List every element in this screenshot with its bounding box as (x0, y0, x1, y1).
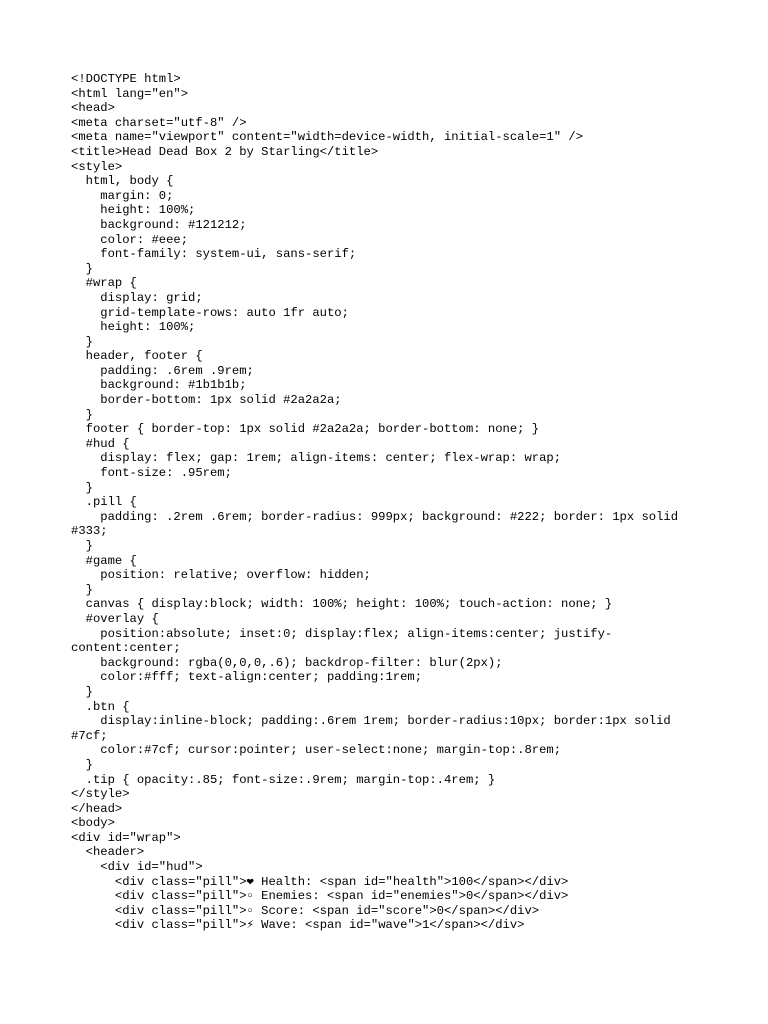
code-line: } (71, 757, 93, 772)
code-line: } (71, 334, 93, 349)
code-line: } (71, 407, 93, 422)
code-line: #wrap { (71, 276, 137, 291)
code-line: } (71, 684, 93, 699)
code-line: <html lang="en"> (71, 86, 189, 101)
code-line: <title>Head Dead Box 2 by Starling</title> (71, 144, 379, 159)
code-line: content:center; (71, 641, 181, 656)
code-line: <div class="pill">▫ Enemies: <span id="enemies">0</span></div> (71, 889, 569, 904)
code-line: color:#fff; text-align:center; padding:1rem; (71, 670, 423, 685)
code-line: } (71, 261, 93, 276)
code-line: <div class="pill">⚡ Wave: <span id="wave">1</span></div> (71, 918, 525, 933)
document-page (71, 72, 711, 933)
code-line: .pill { (71, 495, 137, 510)
code-line: position:absolute; inset:0; display:flex; align-items:center; justify- (71, 626, 613, 641)
code-line: <div id="wrap"> (71, 830, 181, 845)
code-line: border-bottom: 1px solid #2a2a2a; (71, 393, 342, 408)
code-line: </style> (71, 787, 130, 802)
code-line: <style> (71, 159, 123, 174)
code-line: display: flex; gap: 1rem; align-items: center; flex-wrap: wrap; (71, 451, 562, 466)
code-line: header, footer { (71, 349, 203, 364)
code-line: #game { (71, 553, 137, 568)
code-line: <meta charset="utf-8" /> (71, 115, 247, 130)
code-line: position: relative; overflow: hidden; (71, 568, 371, 583)
code-line: display:inline-block; padding:.6rem 1rem; border-radius:10px; border:1px solid (71, 714, 671, 729)
code-line: .tip { opacity:.85; font-size:.9rem; margin-top:.4rem; } (71, 772, 496, 787)
code-line: color:#7cf; cursor:pointer; user-select:none; margin-top:.8rem; (71, 743, 562, 758)
code-line: background: #1b1b1b; (71, 378, 247, 393)
code-line: #hud { (71, 436, 130, 451)
code-line: } (71, 480, 93, 495)
code-line: #333; (71, 524, 108, 539)
code-line: display: grid; (71, 290, 203, 305)
code-line: background: rgba(0,0,0,.6); backdrop-filter: blur(2px); (71, 655, 503, 670)
code-line: color: #eee; (71, 232, 189, 247)
code-line: <div id="hud"> (71, 860, 203, 875)
code-line: html, body { (71, 174, 174, 189)
code-line: <body> (71, 816, 115, 831)
code-line: footer { border-top: 1px solid #2a2a2a; border-bottom: none; } (71, 422, 540, 437)
code-line: #7cf; (71, 728, 108, 743)
code-line: .btn { (71, 699, 130, 714)
code-line: font-size: .95rem; (71, 466, 232, 481)
code-line: <div class="pill">❤ Health: <span id="health">100</span></div> (71, 874, 569, 889)
code-line: height: 100%; (71, 320, 196, 335)
code-line: padding: .2rem .6rem; border-radius: 999px; background: #222; border: 1px solid (71, 509, 679, 524)
code-line: font-family: system-ui, sans-serif; (71, 247, 357, 262)
code-line: } (71, 582, 93, 597)
code-line: <meta name="viewport" content="width=device-width, initial-scale=1" /> (71, 130, 583, 145)
code-line: canvas { display:block; width: 100%; height: 100%; touch-action: none; } (71, 597, 613, 612)
code-line: grid-template-rows: auto 1fr auto; (71, 305, 349, 320)
code-line: #overlay { (71, 611, 159, 626)
code-line: <header> (71, 845, 145, 860)
code-line: background: #121212; (71, 217, 247, 232)
code-line: height: 100%; (71, 203, 196, 218)
code-line: <div class="pill">▫ Score: <span id="score">0</span></div> (71, 903, 540, 918)
code-line: margin: 0; (71, 188, 174, 203)
code-line: <head> (71, 101, 115, 116)
code-line: padding: .6rem .9rem; (71, 363, 254, 378)
code-line: <!DOCTYPE html> (71, 72, 181, 86)
code-line: } (71, 539, 93, 553)
code-line: </head> (71, 801, 123, 816)
